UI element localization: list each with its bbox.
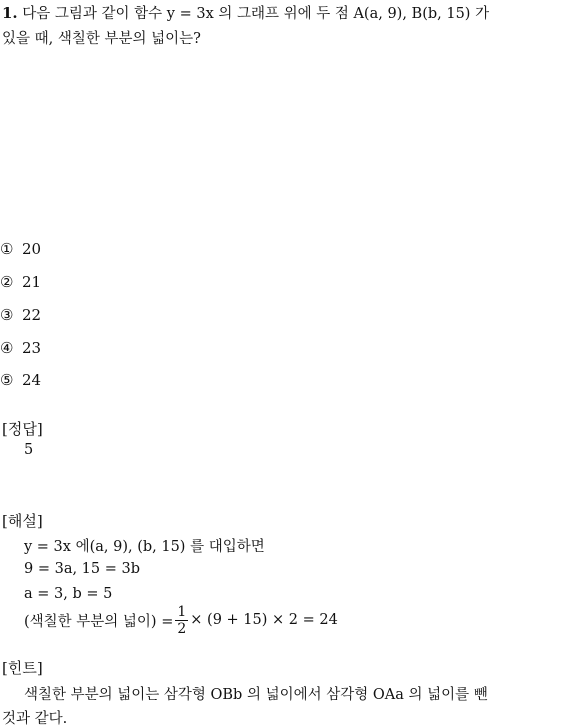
question-number: 1. (2, 4, 18, 22)
answer-heading: [정답] (2, 420, 43, 438)
option-2[interactable] (0, 273, 41, 291)
answer-value: 5 (24, 442, 34, 458)
hint-line-2: 것과 같다. (2, 711, 68, 727)
explanation-line-1: y = 3x 에(a, 9), (b, 15) 를 대입하면 (24, 539, 265, 555)
option-2-mark: ② (0, 273, 14, 291)
option-1[interactable] (0, 240, 41, 258)
fraction (175, 604, 188, 637)
question-line-2: 있을 때, 색칠한 부분의 넓이는? (2, 31, 201, 47)
question-line-1 (2, 3, 489, 24)
hint-line-1: 색칠한 부분의 넓이는 삼각형 OBb 의 넓이에서 삼각형 OAa 의 넓이를 뺀 (24, 687, 488, 703)
option-3-value: 22 (22, 306, 42, 324)
fraction-denominator: 2 (177, 620, 187, 637)
explanation-heading: [해설] (2, 512, 43, 530)
option-1-mark: ① (0, 240, 14, 258)
area-suffix: × (9 + 15) × 2 = 24 (190, 612, 338, 628)
hint-heading: [힌트] (2, 659, 43, 677)
fraction-numerator: 1 (177, 603, 187, 620)
explanation-line-2: 9 = 3a, 15 = 3b (24, 561, 141, 577)
area-prefix: (색칠한 부분의 넓이) = (24, 613, 174, 630)
option-4-mark: ④ (0, 339, 14, 357)
option-4-value: 23 (22, 339, 42, 357)
option-1-value: 20 (22, 240, 42, 258)
figure-area (0, 70, 572, 230)
option-3-mark: ③ (0, 306, 14, 324)
option-4[interactable] (0, 339, 41, 357)
explanation-line-3: a = 3, b = 5 (24, 586, 113, 602)
option-2-value: 21 (22, 273, 42, 291)
question-text-1: 다음 그림과 같이 함수 y = 3x 의 그래프 위에 두 점 A(a, 9), B(b, 15) 가 (22, 6, 490, 22)
option-3[interactable] (0, 306, 41, 324)
option-5[interactable] (0, 371, 41, 389)
explanation-area-line (24, 600, 338, 640)
option-5-value: 24 (22, 371, 42, 389)
option-5-mark: ⑤ (0, 371, 14, 389)
